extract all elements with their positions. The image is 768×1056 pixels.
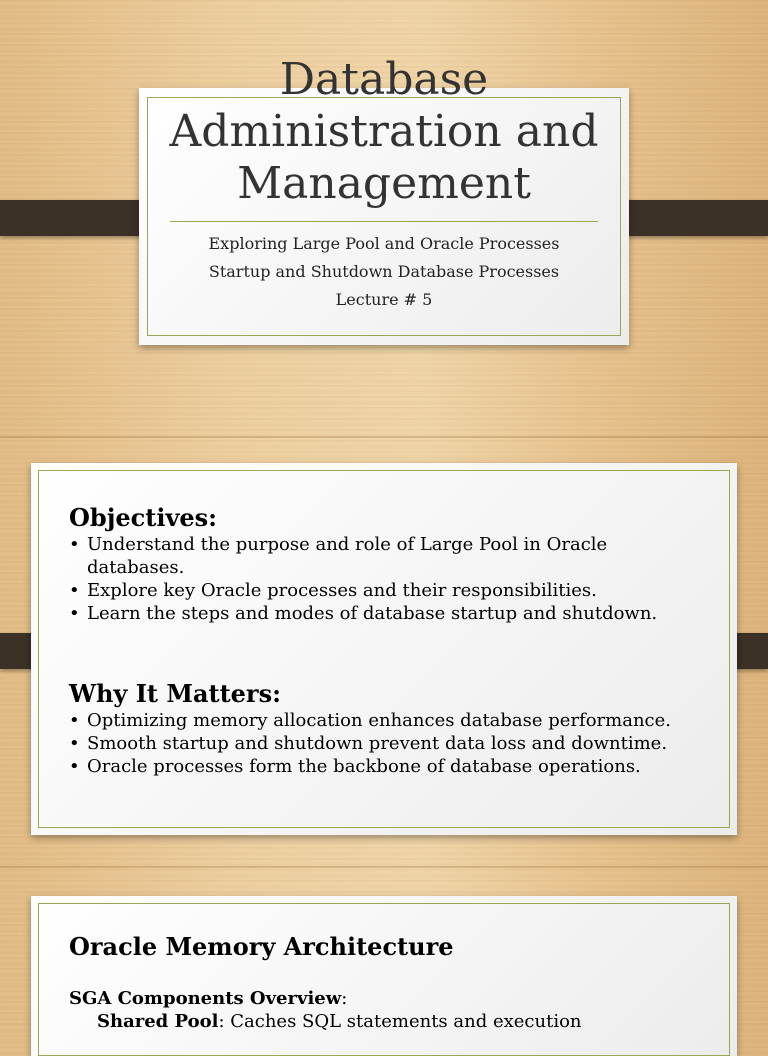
shared-pool-label: Shared Pool	[97, 1011, 219, 1032]
title-divider	[170, 221, 598, 222]
list-item: • Learn the steps and modes of database startup and shutdown.	[69, 602, 669, 625]
objectives-heading: Objectives:	[69, 503, 218, 532]
list-item: • Oracle processes form the backbone of database operations.	[69, 755, 689, 778]
sga-suffix: :	[341, 988, 348, 1009]
subtitle-line-2: Startup and Shutdown Database Processes	[208, 262, 560, 281]
objectives-slide	[31, 463, 737, 835]
memory-architecture-slide	[31, 896, 737, 1056]
slide-title: Database Administration and Management	[169, 54, 599, 209]
slide-strap-right	[613, 200, 768, 236]
list-item: • Optimizing memory allocation enhances database performance.	[69, 709, 689, 732]
list-item: • Smooth startup and shutdown prevent data loss and downtime.	[69, 732, 689, 755]
slide-strap-left	[0, 200, 155, 236]
wood-seam	[0, 436, 768, 438]
shared-pool-text: : Caches SQL statements and execution	[218, 1011, 582, 1032]
list-item: • Understand the purpose and role of Large Pool in Oracle databases.	[69, 533, 669, 579]
wood-seam	[0, 866, 768, 868]
list-item: • Explore key Oracle processes and their responsibilities.	[69, 579, 669, 602]
shared-pool-line	[97, 1011, 582, 1032]
slide-frame	[38, 903, 730, 1056]
why-it-matters-heading: Why It Matters:	[69, 679, 281, 708]
subtitle-line-1: Exploring Large Pool and Oracle Processes	[208, 234, 560, 253]
why-it-matters-list	[69, 709, 689, 778]
objectives-list	[69, 533, 669, 625]
lecture-number: Lecture # 5	[335, 290, 433, 309]
sga-overview-line	[69, 988, 347, 1009]
sga-label: SGA Components Overview	[69, 988, 342, 1009]
memory-architecture-heading: Oracle Memory Architecture	[69, 932, 454, 961]
